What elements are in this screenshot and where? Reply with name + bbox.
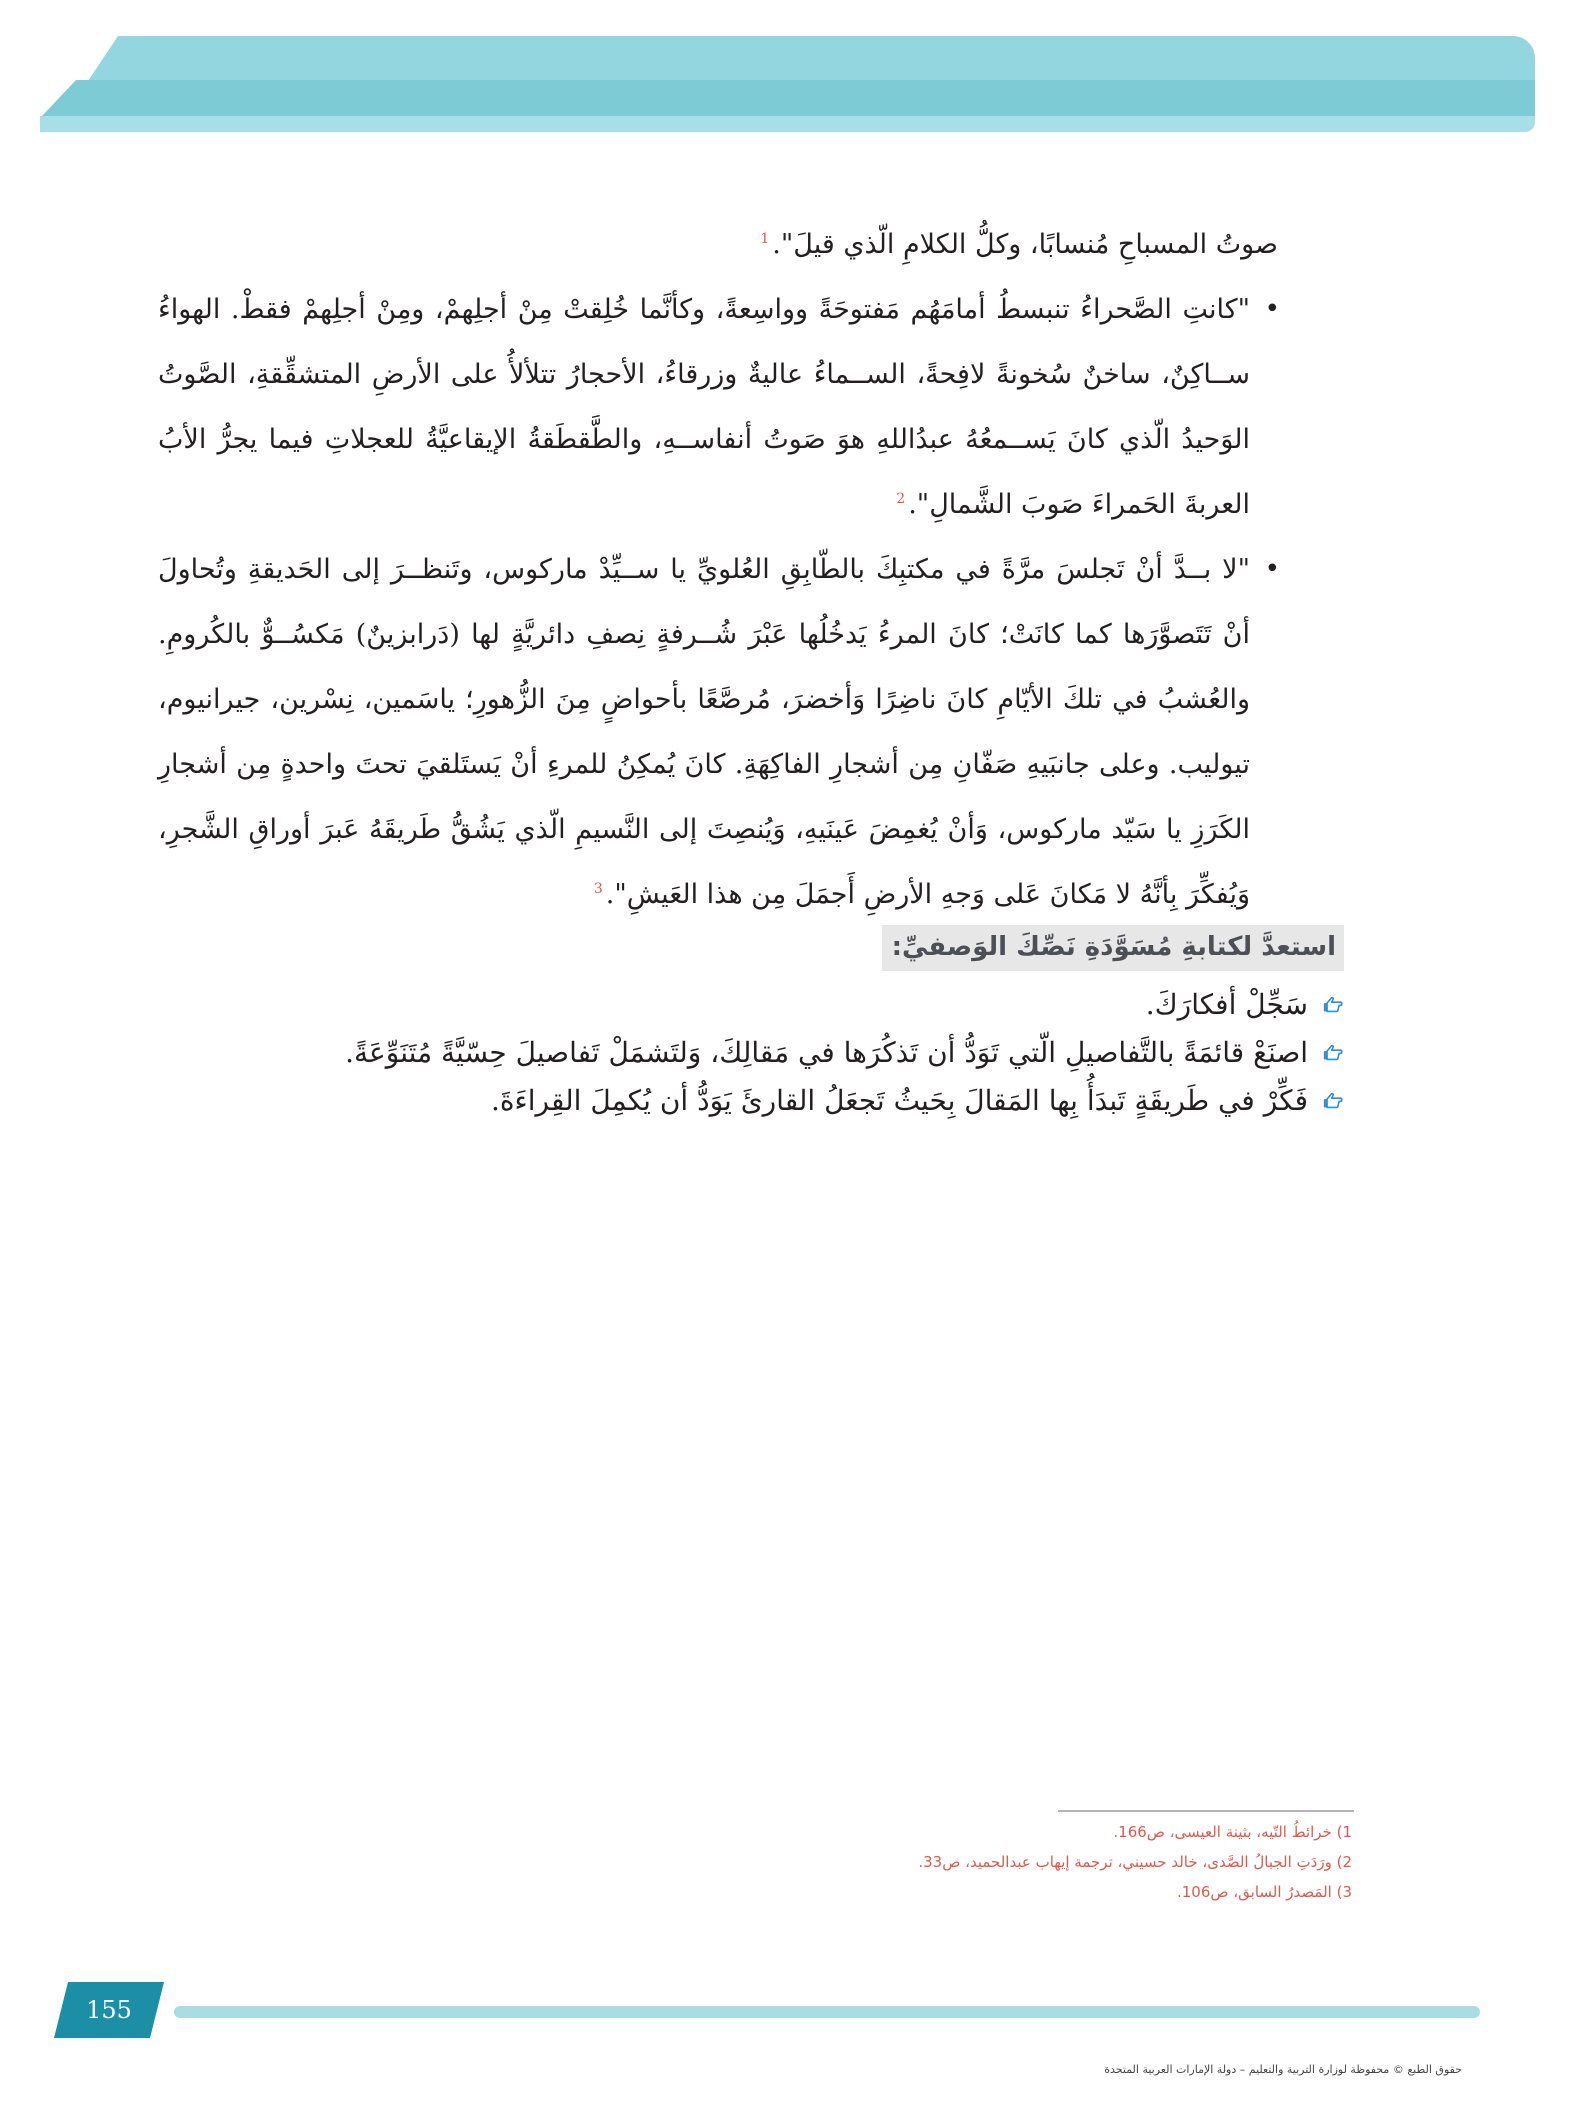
quote-paragraph-garden: [158, 537, 1278, 927]
task-item: [244, 1029, 1344, 1077]
pointing-hand-icon: [1322, 1090, 1344, 1112]
writing-prep-section: [244, 925, 1344, 1125]
paragraph-text: صوتُ المسباحِ مُنسابًا، وكلُّ الكلامِ الّذي قيلَ".: [772, 229, 1278, 260]
bullet-icon: •: [1264, 294, 1280, 324]
footnote-item: 2) ورَدَتِ الجبالُ الصَّدى، خالد حسيني، ترجمة إيهاب عبدالحميد، ص33.: [918, 1853, 1352, 1871]
footnote-item: 1) خرائطُ التّيه، بثينة العيسى، ص166.: [1113, 1823, 1352, 1841]
header-bar-middle: [42, 80, 1535, 116]
quote-paragraph-desert: [158, 277, 1278, 537]
task-item: [244, 1077, 1344, 1125]
footnote-ref: 2: [896, 491, 906, 507]
footnote-ref: 1: [760, 231, 770, 247]
main-text: [158, 212, 1278, 927]
copyright-text: حقوق الطبع © محفوظة لوزارة التربية والتعليم – دولة الإمارات العربية المتحدة: [1104, 2063, 1462, 2076]
section-title: استعدَّ لكتابةِ مُسَوَّدَةِ نَصِّكَ الوَصفيِّ:: [882, 925, 1344, 971]
footnotes: [852, 1817, 1352, 1907]
footnote-item: 3) المَصدرُ السابق، ص106.: [1176, 1883, 1352, 1901]
task-text: فَكِّرْ في طَريقَةٍ تَبدَأُ بِها المَقالَ بِحَيثُ تَجعَلُ القارئَ يَوَدُّ أن يُكمِلَ القِراءَةَ.: [490, 1084, 1308, 1117]
paragraph-text: "لا بــدَّ أنْ تَجلسَ مرَّةً في مكتبِكَ بالطّابِقِ العُلويِّ يا ســيِّدْ ماركوس، وتَنظــرَ إلى الحَديقةِ وتُحاولَ أنْ تَتَصوَّرَها كما كانَتْ؛ كانَ المرءُ يَدخُلُها عَبْرَ شُــرفةٍ نِصفِ دائريَّةٍ لها (دَرابزينٌ) مَكسُــوٌّ بالكُرومِ. والعُشبُ في تلكَ الأيّامِ كانَ ناضِرًا وَأخضرَ، مُرصَّعًا بأحواضٍ مِنَ الزُّهورِ؛ ياسَمين، نِسْرين، جيرانيوم، تيوليب. وعلى جانبَيهِ صَفّانِ مِن أشجارِ الفاكِهَةِ. كانَ يُمكِنُ للمرءِ أنْ يَستَلقيَ تحتَ واحدةٍ مِن أشجارِ الكَرَزِ يا سَيّد ماركوس، وَأنْ يُغمِضَ عَينَيهِ، وَيُنصِتَ إلى النَّسيمِ الّذي يَشُقُّ طَريقَهُ عَبرَ أوراقِ الشَّجرِ، وَيُفكِّرَ بِأنَّهُ لا مَكانَ عَلى وَجهِ الأرضِ أَجمَلَ مِن هذا العَيشِ".: [158, 554, 1250, 910]
footnote-divider: [1058, 1810, 1354, 1812]
task-text: اصنَعْ قائمَةً بالتَّفاصيلِ الّتي تَوَدُّ أن تَذكُرَها في مَقالِكَ، وَلتَشمَلْ تَفاصيلَ حِسّيَّةً مُتَنَوِّعَةً.: [345, 1036, 1308, 1069]
task-text: سَجِّلْ أفكارَكَ.: [1145, 988, 1308, 1021]
header-bar-bottom: [40, 116, 1535, 132]
paragraph-continuation: [158, 212, 1278, 277]
task-item: [244, 981, 1344, 1029]
header-band: [40, 36, 1535, 134]
bullet-icon: •: [1264, 554, 1280, 584]
pointing-hand-icon: [1322, 994, 1344, 1016]
page-number: 155: [86, 1996, 132, 2024]
task-list: [244, 981, 1344, 1125]
paragraph-text: "كانتِ الصَّحراءُ تنبسطُ أمامَهُم مَفتوحَةً وواسِعةً، وكأنَّما خُلِقتْ مِنْ أجلِهمْ، ومِنْ أجلِهمْ فقطْ. الهواءُ ســاكِنٌ، ساخنٌ سُخونةً لافِحةً، الســماءُ عاليةٌ وزرقاءُ، الأحجارُ تتلألأُ على الأرضِ المتشقِّقةِ، الصَّوتُ الوَحيدُ الّذي كانَ يَســمعُهُ عبدُاللهِ هوَ صَوتُ أنفاســهِ، والطَّقطَقةُ الإيقاعيَّةُ للعجلاتِ فيما يجرُّ الأبُ العربةَ الحَمراءَ صَوبَ الشَّمالِ".: [158, 294, 1250, 520]
footer-line: [174, 2006, 1480, 2018]
footnote-ref: 3: [593, 881, 603, 897]
pointing-hand-icon: [1322, 1042, 1344, 1064]
